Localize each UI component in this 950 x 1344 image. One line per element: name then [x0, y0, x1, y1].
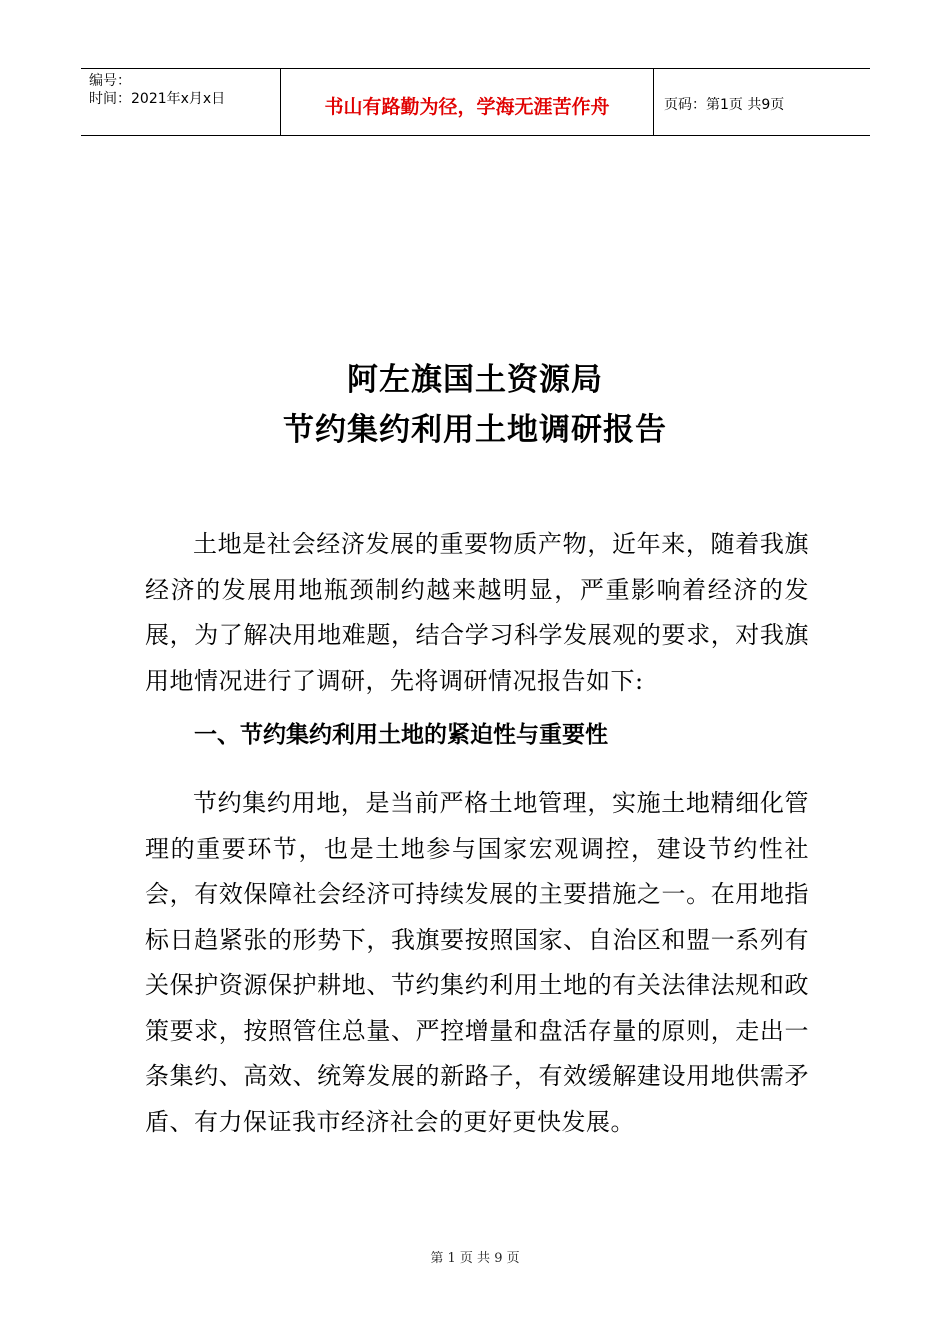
header-meta-cell: [81, 69, 281, 135]
header-page-cell: [654, 69, 870, 135]
header-motto: 书山有路勤为径，学海无涯苦作舟: [324, 95, 610, 118]
intro-paragraph: 土地是社会经济发展的重要物质产物，近年来，随着我旗经济的发展用地瓶颈制约越来越明显，严重影响着经济的发展，为了解决用地难题，结合学习科学发展观的要求，对我旗用地情况进行了调研，先将调研情况报告如下:: [145, 530, 809, 695]
page-header-table: [81, 68, 870, 136]
section-heading: 一、节约集约利用土地的紧迫性与重要性: [194, 722, 608, 748]
header-page-info: 页码：第1页 共9页: [664, 97, 785, 113]
page-footer: 第 1 页 共 9 页: [430, 1251, 520, 1266]
document-number-label: 编号：: [89, 73, 131, 89]
header-motto-cell: [281, 69, 654, 135]
document-title-line1: 阿左旗国土资源局: [347, 362, 603, 398]
document-title-line2: 节约集约利用土地调研报告: [283, 412, 667, 448]
document-time-label: 时间：2021年x月x日: [89, 91, 226, 107]
section-paragraph: 节约集约用地，是当前严格土地管理，实施土地精细化管理的重要环节，也是土地参与国家宏观调控，建设节约性社会，有效保障社会经济可持续发展的主要措施之一。在用地指标日趋紧张的形势下，我旗要按照国家、自治区和盟一系列有关保护资源保护耕地、节约集约利用土地的有关法律法规和政策要求，按照管住总量、严控增量和盘活存量的原则，走出一条集约、高效、统筹发展的新路子，有效缓解建设用地供需矛盾、有力保证我市经济社会的更好更快发展。: [145, 789, 809, 1136]
